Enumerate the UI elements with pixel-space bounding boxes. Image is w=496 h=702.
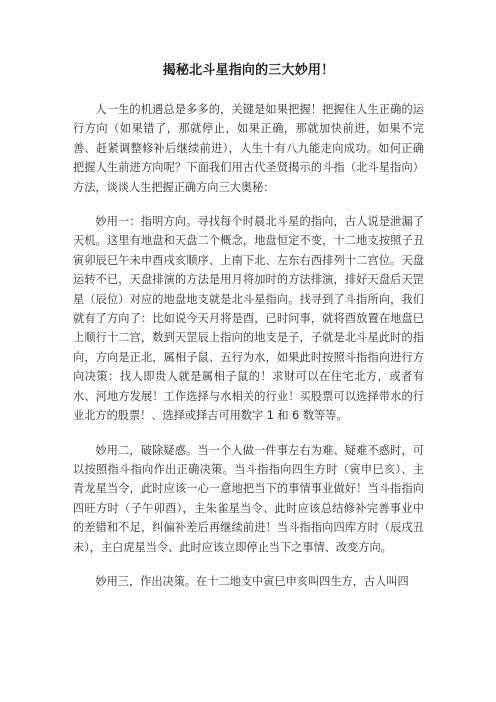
paragraph-use-two: 妙用二，破除疑惑。当一个人做一件事左右为难、疑难不惑时，可以按照指斗指向作出正确决策。当斗指指向四生方时（寅申巳亥）、主青龙星当令，此时应该一心一意地把当下的事情事业做好！当斗指指向四旺方时（子午卯酉），主朱雀星当令、此时应该总结修补完善事业中的差错和不足，纠偏补差后再继续前进！当斗指指向四库方时（辰戌丑未），主白虎星当令、此时应该立即停止当下之事情、改变方向。 bbox=[73, 443, 424, 554]
paragraph-use-one: 妙用一：指明方向。寻找每个时晨北斗星的指向，古人说是泄漏了天机。这里有地盘和天盘二个概念，地盘恒定不变，十二地支按照子丑寅卯辰巳午未申酉戌亥顺序、上南下北、左东右西排列十二宫位。天盘运转不已，天盘排演的方法是用月将加时的方法排演，排好天盘后天罡星（辰位）对应的地盘地支就是北斗星指向。找寻到了斗指所向，我们就有了方向了：比如说今天月将是酉，已时问事，就将酉放置在地盘巳上顺行十二宫，数到天罡辰上指向的地支是子，子就是北斗星此时的指向，方向是正北，属相子鼠、五行为水，如果此时按照斗指指向进行方向决策：找人即贵人就是属相子鼠的！求财可以在住宅北方，或者有水、河地方发展！工作选择与水相关的行业！买股票可以选择带水的行业北方的股票！、选择或择吉可用数字 1 和 6 数等等。 bbox=[73, 215, 424, 423]
paragraph-use-three: 妙用三，作出决策。在十二地支中寅巳申亥叫四生方，古人叫四 bbox=[95, 574, 409, 588]
paragraph-intro: 人一生的机遇总是多多的，关键是如果把握！把握住人生正确的运行方向（如果错了，那就停止，如果正确，那就加快前进，如果不完善、赶紧调整修补后继续前进），人生十有八九能走向成功。如何正确把握人生前进方向呢？下面我们用古代圣贤揭示的斗指（北斗星指向）方法，谈谈人生把握正确方向三大奥秘： bbox=[73, 103, 424, 194]
page-title: 揭秘北斗星指向的三大妙用！ bbox=[162, 63, 335, 78]
